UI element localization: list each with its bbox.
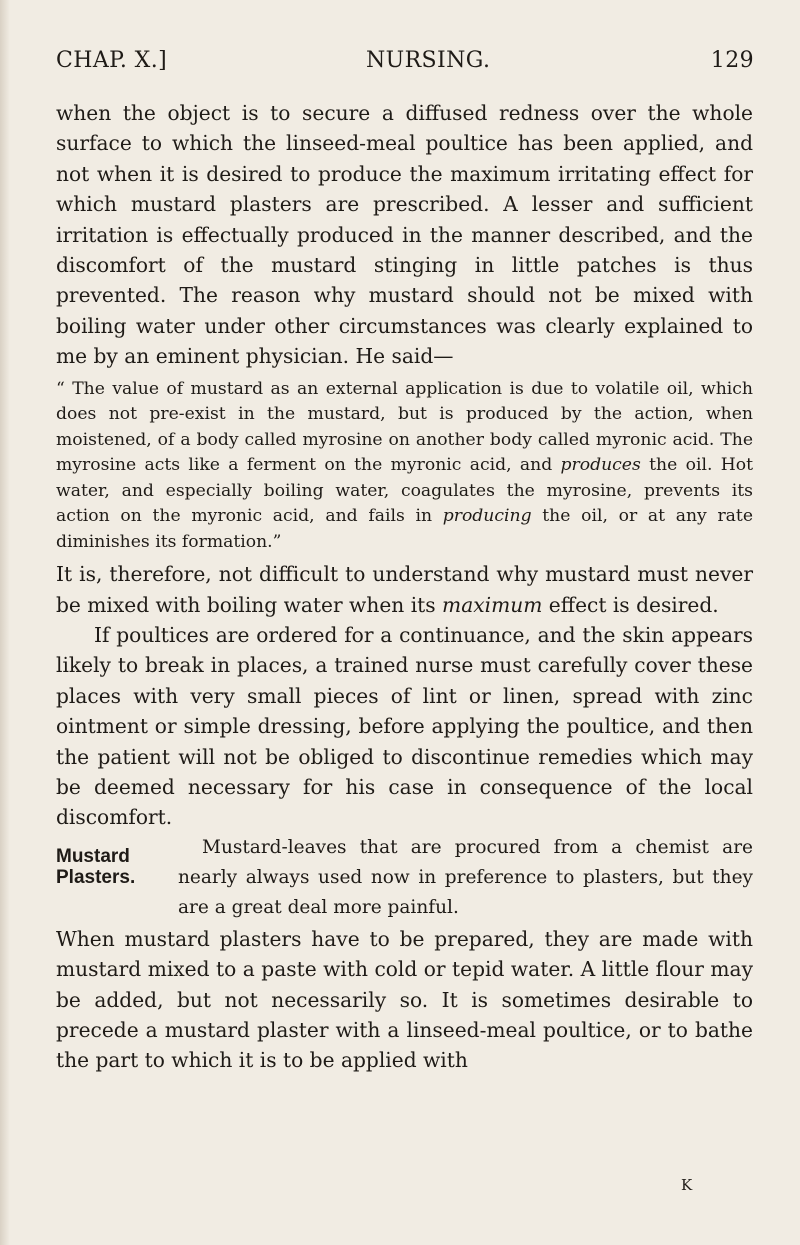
paragraph-2-text-2: effect is desired. <box>542 592 719 617</box>
paragraph-2 <box>56 559 753 620</box>
quote-text-1: “ The value of mustard as an external application is due to volatile oil, which does not pre-exist in the mustard, but is produced by the action, when moistened, of a body called myrosine on another body called myronic acid. The myrosine acts like a ferment on the myronic acid, and <box>56 378 753 476</box>
running-header <box>56 48 756 82</box>
quote-text-3: the oil, or at any rate diminishes its formation.” <box>56 506 753 552</box>
block-quote <box>56 377 753 556</box>
quote-emphasis-2: producing <box>442 506 532 527</box>
paragraph-1: when the object is to secure a diffused redness over the whole surface to which the linseed-meal poultice has been applied, and not when it is desired to produce the maximum irritating effect for which mustard plasters are prescribed. A lesser and sufficient irritation is effectually produced in the manner described, and the discomfort of the mustard stinging in little patches is thus prevented. The reason why mustard should not be mixed with boiling water under other circumstances was clearly explained to me by an eminent physician. He said— <box>56 101 753 369</box>
page-edge-shadow <box>0 0 10 1245</box>
paragraph-5: When mustard plasters have to be prepared, they are made with mustard mixed to a paste with cold or tepid water. A little flour may be added, but not necessarily so. It is sometimes desirable to precede a mustard plaster with a linseed-meal poultice, or to bathe the part to which it is to be applied with <box>56 926 753 1073</box>
mustard-plasters-section <box>56 833 753 924</box>
quote-text-2: the oil. Hot water, and especially boiling water, coagulates the myrosine, prevents its action on the myronic acid, and fails in <box>56 455 753 527</box>
side-paragraph <box>178 833 753 923</box>
side-paragraph-text: Mustard-leaves that are procured from a chemist are nearly always used now in preference to plasters, but they are a great deal more painful. <box>178 836 753 918</box>
paragraph-3: If poultices are ordered for a continuance, and the skin appears likely to break in places, a trained nurse must carefully cover these places with very small pieces of lint or linen, spread with zinc ointment or simple dressing, before applying the poultice, and then the patient will not be obliged to discontinue remedies which may be deemed necessary for his case in consequence of the local discomfort. <box>56 622 753 830</box>
side-heading: Mustard Plasters. <box>56 845 136 888</box>
paragraph-2-emphasis: maximum <box>442 592 543 617</box>
running-title: NURSING. <box>366 48 491 73</box>
chapter-label: CHAP. X.] <box>56 48 168 73</box>
quote-emphasis-1: produces <box>560 455 641 476</box>
signature-mark: K <box>681 1176 694 1194</box>
page-number: 129 <box>710 48 754 73</box>
paragraph-2-text-1: It is, therefore, not difficult to understand why mustard must never be mixed with boiling water when its <box>56 562 753 617</box>
page-body <box>56 98 753 1076</box>
